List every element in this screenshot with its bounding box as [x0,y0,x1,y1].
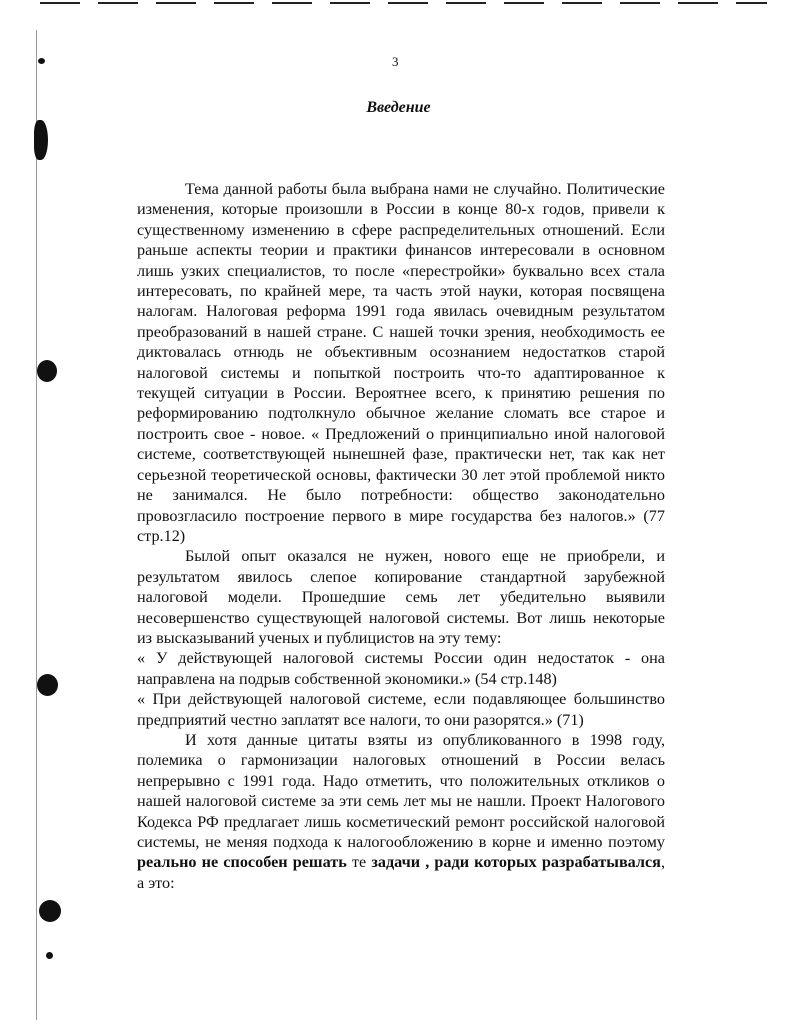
quote-paragraph: « У действующей налоговой системы России один недостаток - она направлена на подрыв собственной экономики.» (54 стр.148) [137,649,665,688]
paragraph-text: И хотя данные цитаты взяты из опубликованного в 1998 году, полемика о гармонизации налоговых отношений в России велась непрерывно с 1991 года. Надо отметить, что положительных откликов о нашей налоговой системе за эти семь лет мы не нашли. Проект Налогового Кодекса РФ предлагает лишь косметический ремонт российской налоговой системы, не меняя подхода к налогообложению в корне и именно поэтому [137,730,665,851]
page-number: 3 [392,54,399,69]
paragraph: Былой опыт оказался не нужен, нового еще не приобрели, и результатом явилось слепое копирование стандартной зарубежной налоговой модели. Прошедшие семь лет убедительно выявили несовершенство существующей налоговой системы. Вот лишь некоторые из высказываний ученых и публицистов на эту тему: [137,547,665,647]
bold-phrase: задачи , ради которых разрабатывался [371,853,661,872]
punch-mark [46,952,53,959]
body-text [137,179,665,893]
punch-hole [34,120,48,160]
scan-left-edge [36,30,37,1020]
paragraph-text: те [351,853,367,872]
paragraph-text: , а это: [137,853,665,892]
punch-mark [38,58,45,64]
quote-paragraph: « При действующей налоговой системе, если подавляющее большинство предприятий честно заплатят все налоги, то они разорятся.» (71) [137,690,665,729]
paragraph: Тема данной работы была выбрана нами не случайно. Политические изменения, которые произошли в России в конце 80-х годов, привели к существенному изменению в сфере распределительных отношений. Если раньше аспекты теории и практики финансов интересовали в основном лишь узких специалистов, то после «перестройки» буквально всех стала интересовать, по крайней мере, та часть этой науки, которая посвящена налогам. Налоговая реформа 1991 года явилась очевидным результатом преобразований в нашей стране. С нашей точки зрения, необходимость ее диктовалась отнюдь не объективным осознанием недостатков старой налоговой системы и попыткой построить что-то адаптированное к текущей ситуации в России. Вероятнее всего, к принятию решения по реформированию подтолкнуло обычное желание сломать все старое и построить свое - новое. « Предложений о принципиально иной налоговой системе, соответствующей нынешней фазе, практически нет, так как нет серьезной теоретической основы, фактически 30 лет этой проблемой никто не занимался. Не было потребности: общество законодательно провозгласило построение первого в мире государства без налогов.» (77 стр.12) [137,180,665,545]
punch-hole [39,900,61,922]
paragraph [137,730,665,893]
bold-phrase: реально не способен решать [137,853,347,872]
page-title: Введение [366,99,431,116]
punch-hole [37,360,57,382]
punch-hole [37,674,58,696]
scan-top-edge [40,2,767,4]
